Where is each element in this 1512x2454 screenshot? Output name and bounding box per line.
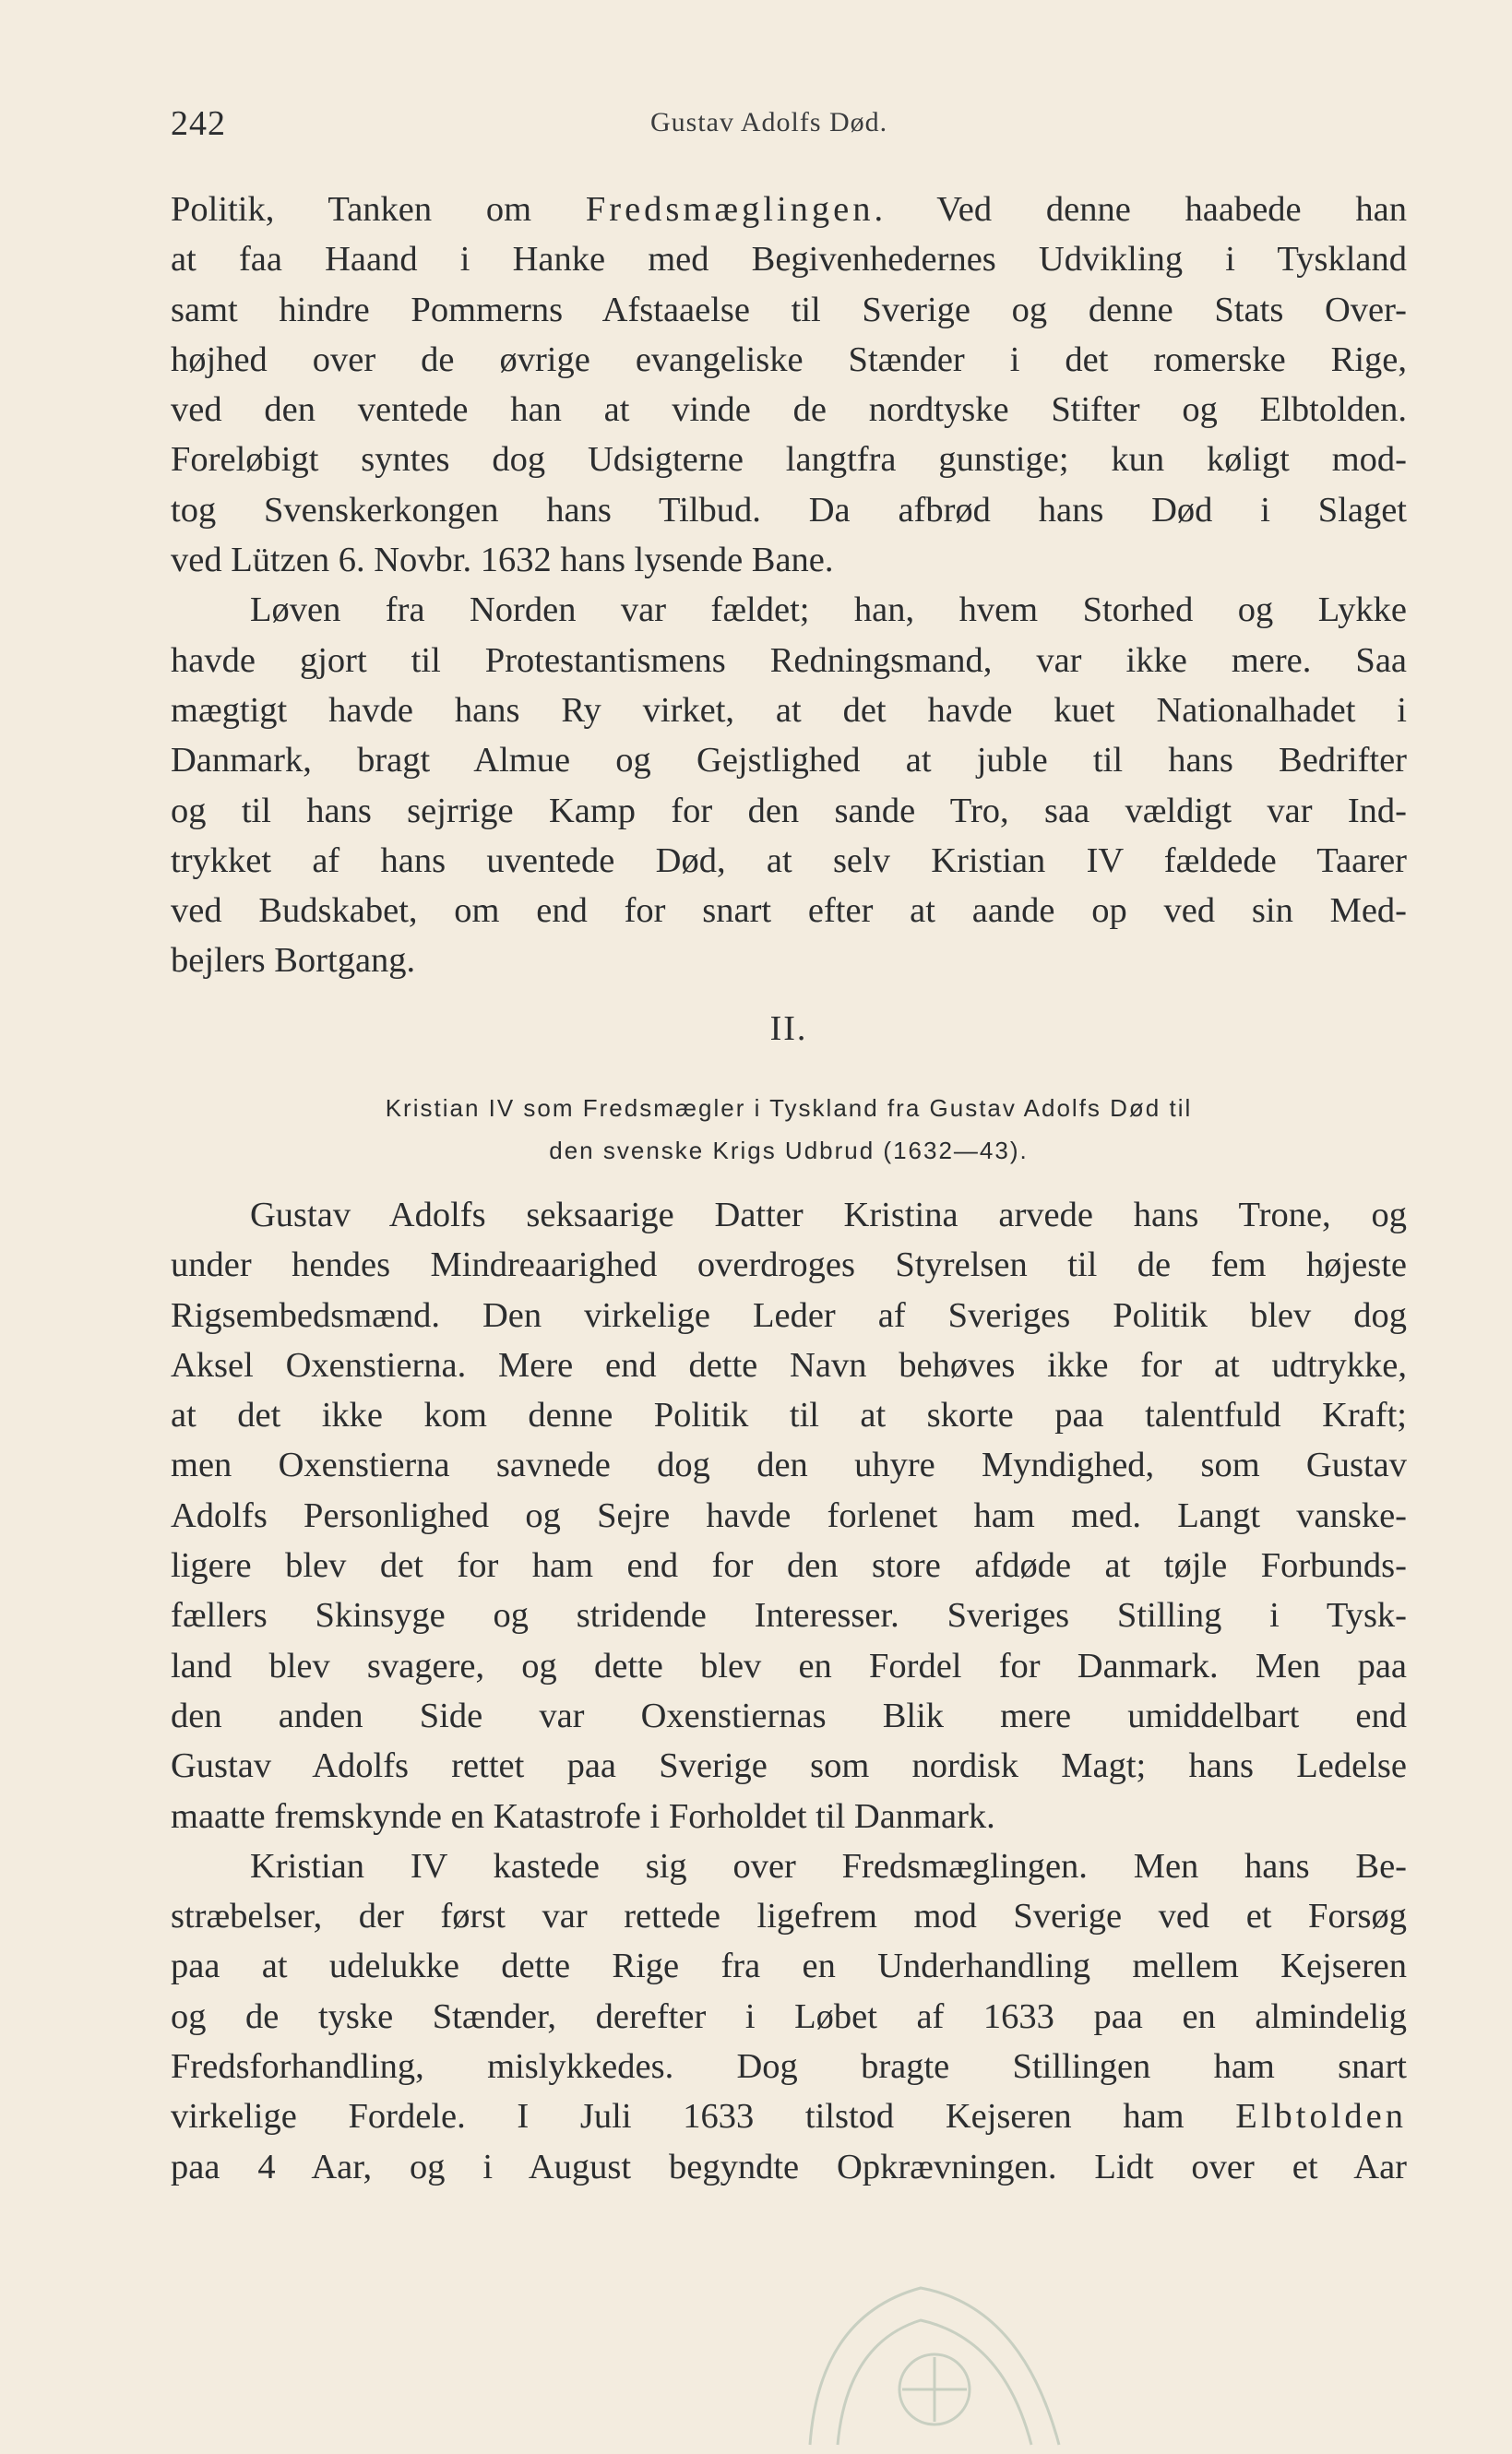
text-line: og de tyske Stænder, derefter i Løbet af 1633 paa en almindelig	[171, 1996, 1407, 2036]
text-line: og til hans sejrrige Kamp for den sande Tro, saa vældigt var Ind-	[171, 791, 1407, 830]
text-line: ved Budskabet, om end for snart efter at aande op ved sin Med-	[171, 891, 1407, 931]
spaced-term: Fredsmæglingen	[585, 190, 875, 229]
library-stamp	[782, 2251, 1077, 2454]
text-line: at faa Haand i Hanke med Begivenhedernes Udvikling i Tyskland	[171, 240, 1407, 280]
section-title-line: den svenske Krigs Udbrud (1632—43).	[549, 1137, 1029, 1164]
stamp-cross	[902, 2357, 967, 2422]
text-line: trykket af hans uventede Død, at selv Kristian IV fældede Taarer	[171, 840, 1407, 880]
text-fragment: . Ved denne haabede han	[874, 190, 1407, 229]
text-line: stræbelser, der først var rettede ligefrem mod Sverige ved et Forsøg	[171, 1897, 1407, 1936]
text-line: højhed over de øvrige evangeliske Stænder i det romerske Rige,	[171, 340, 1407, 379]
text-line: Gustav Adolfs seksaarige Datter Kristina arvede hans Trone, og	[250, 1196, 1407, 1234]
text-line: Foreløbigt syntes dog Udsigterne langtfra gunstige; kun køligt mod-	[171, 440, 1407, 480]
text-line: paa at udelukke dette Rige fra en Underhandling mellem Kejseren	[171, 1947, 1407, 1986]
text-fragment: Politik, Tanken om	[171, 190, 586, 229]
text-line: land blev svagere, og dette blev en Fordel for Danmark. Men paa	[171, 1646, 1407, 1686]
text-line: paa 4 Aar, og i August begyndte Opkrævningen. Lidt over et Aar	[171, 2147, 1407, 2186]
text-line: den anden Side var Oxenstiernas Blik mere umiddelbart end	[171, 1696, 1407, 1735]
text-line	[171, 2091, 1407, 2141]
text-line: at det ikke kom denne Politik til at skorte paa talentfuld Kraft;	[171, 1396, 1407, 1435]
text-line: ved Lützen 6. Novbr. 1632 hans lysende Bane.	[171, 541, 834, 580]
text-line: bejlers Bortgang.	[171, 941, 416, 981]
section-number: II.	[769, 1009, 808, 1048]
text-line: ved den ventede han at vinde de nordtyske Stifter og Elbtolden.	[171, 390, 1407, 430]
page-header	[171, 103, 1407, 149]
text-line: tog Svenskerkongen hans Tilbud. Da afbrød hans Død i Slaget	[171, 490, 1407, 530]
paragraph-politik	[171, 185, 1407, 986]
text-line: Aksel Oxenstierna. Mere end dette Navn behøves ikke for at udtrykke,	[171, 1345, 1407, 1385]
text-line	[171, 185, 1407, 234]
text-line: mægtigt havde hans Ry virket, at det havde kuet Nationalhadet i	[171, 690, 1407, 730]
page-number: 242	[171, 104, 226, 143]
text-line: Kristian IV kastede sig over Fredsmæglingen. Men hans Be-	[250, 1846, 1407, 1886]
text-line: maatte fremskynde en Katastrofe i Forholdet til Danmark.	[171, 1796, 995, 1836]
text-line: under hendes Mindreaarighed overdroges Styrelsen til de fem højeste	[171, 1245, 1407, 1285]
spaced-term: Elbtolden	[1235, 2097, 1407, 2137]
text-line: ligere blev det for ham end for den store afdøde at tøjle Forbunds-	[171, 1546, 1407, 1586]
text-line: Løven fra Norden var fældet; han, hvem Storhed og Lykke	[250, 590, 1407, 630]
section-title-line: Kristian IV som Fredsmægler i Tyskland fra Gustav Adolfs Død til	[385, 1094, 1193, 1122]
text-line: fællers Skinsyge og stridende Interesser. Sveriges Stilling i Tysk-	[171, 1596, 1407, 1636]
text-line: Rigsembedsmænd. Den virkelige Leder af Sveriges Politik blev dog	[171, 1295, 1407, 1335]
text-line: Danmark, bragt Almue og Gejstlighed at juble til hans Bedrifter	[171, 741, 1407, 780]
paragraph-kristina	[171, 1190, 1407, 2192]
text-line: Gustav Adolfs rettet paa Sverige som nordisk Magt; hans Ledelse	[171, 1746, 1407, 1786]
text-line: Fredsforhandling, mislykkedes. Dog bragte Stillingen ham snart	[171, 2047, 1407, 2087]
running-head: Gustav Adolfs Død.	[650, 107, 888, 137]
text-line: Adolfs Personlighed og Sejre havde forlenet ham med. Langt vanske-	[171, 1495, 1407, 1535]
text-fragment: virkelige Fordele. I Juli 1633 tilstod Kejseren ham	[171, 2097, 1236, 2137]
text-line: havde gjort til Protestantismens Redningsmand, var ikke mere. Saa	[171, 640, 1407, 680]
text-line: men Oxenstierna savnede dog den uhyre Myndighed, som Gustav	[171, 1446, 1407, 1485]
text-line: samt hindre Pommerns Afstaaelse til Sverige og denne Stats Over-	[171, 290, 1407, 329]
section-title	[171, 1087, 1407, 1172]
